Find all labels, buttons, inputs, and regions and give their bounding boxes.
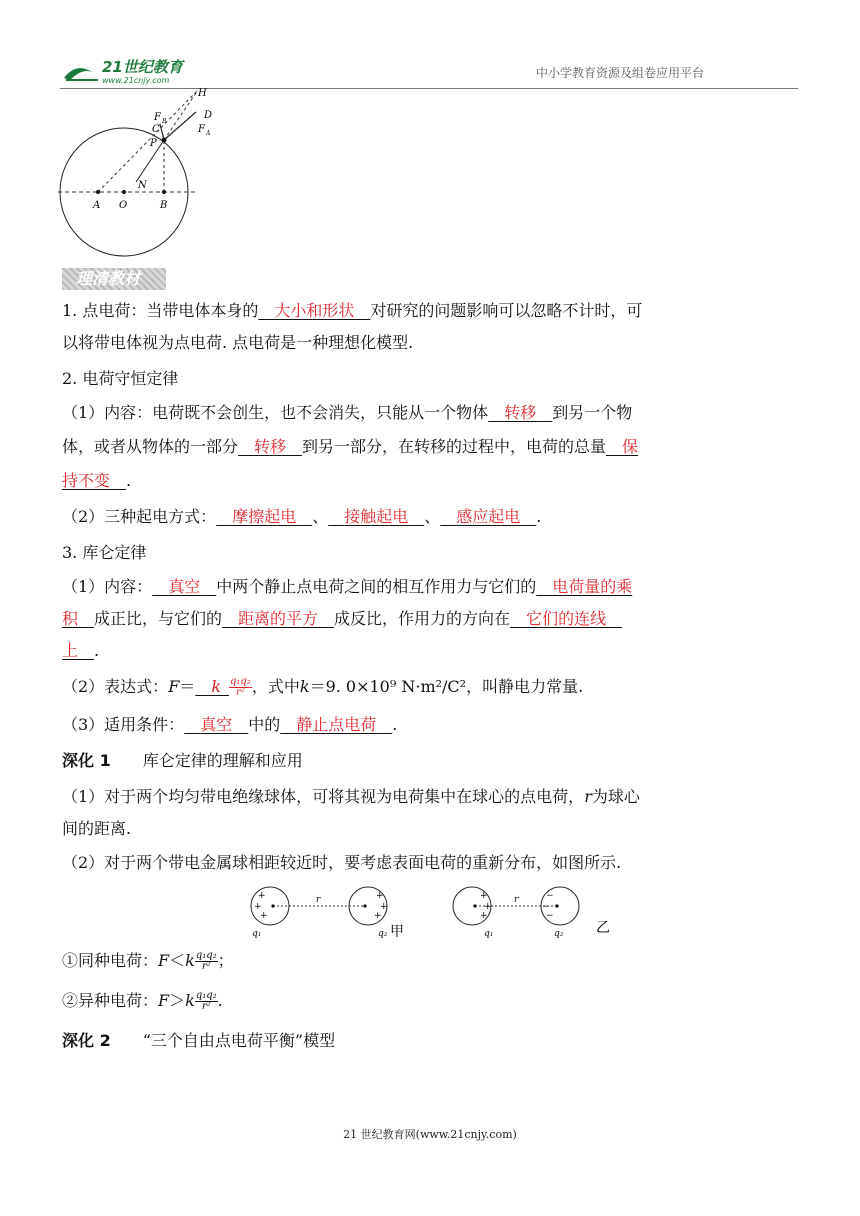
p3-title: 3. 库仑定律 bbox=[62, 543, 147, 562]
answer: 保 bbox=[622, 437, 639, 456]
text: ，式中 bbox=[251, 677, 300, 696]
label-A: A bbox=[93, 200, 101, 211]
fraction: $\frac{\text{q₁q₂}}{\text{r²}}$ bbox=[195, 950, 217, 972]
label-C: C bbox=[152, 124, 160, 135]
p2-line1 bbox=[62, 402, 632, 424]
logo-url: www.21cnjy.com bbox=[102, 76, 170, 85]
deep1-heading bbox=[62, 750, 303, 772]
svg-text:+: + bbox=[380, 902, 388, 912]
p2-line3 bbox=[62, 470, 131, 492]
label-N: N bbox=[138, 180, 147, 191]
platform-name: 中小学教育资源及组卷应用平台 bbox=[536, 66, 705, 80]
answer: 摩擦起电 bbox=[232, 507, 297, 526]
p3-line5 bbox=[62, 714, 397, 736]
answer: 接触起电 bbox=[344, 507, 409, 526]
label-F: F bbox=[154, 112, 161, 123]
label-P: P bbox=[150, 138, 157, 149]
p1-line2: 以将带电体视为点电荷. 点电荷是一种理想化模型. bbox=[62, 333, 414, 352]
deep1-line2: 间的距离. bbox=[62, 819, 132, 838]
text: 1. 点电荷：当带电体本身的 bbox=[62, 301, 259, 320]
fig-q1: q₁ bbox=[252, 929, 262, 939]
fig-jia: 甲 bbox=[390, 924, 404, 940]
answer: 积 bbox=[62, 609, 79, 628]
text: （1）内容： bbox=[62, 577, 153, 596]
heading-title: “三个自由点电荷平衡”模型 bbox=[142, 1031, 336, 1050]
svg-text:−: − bbox=[546, 911, 554, 921]
charge-distribution-figure bbox=[240, 880, 620, 940]
svg-text:+: + bbox=[480, 891, 488, 901]
svg-text:+: + bbox=[480, 911, 488, 921]
text: 到另一部分，在转移的过程中，电荷的总量 bbox=[302, 437, 607, 456]
label-O: O bbox=[119, 200, 128, 211]
p2-line2 bbox=[62, 436, 638, 458]
answer: 感应起电 bbox=[456, 507, 521, 526]
label-D: D bbox=[204, 110, 213, 121]
svg-text:+: + bbox=[376, 891, 384, 901]
text: （2）三种起电方式： bbox=[62, 507, 217, 526]
svg-text:+: + bbox=[258, 891, 266, 901]
text: 到另一个物 bbox=[552, 403, 633, 422]
deep1-line1: （1）对于两个均匀带电绝缘球体，可将其视为电荷集中在球心的点电荷，r为球心 bbox=[62, 787, 640, 806]
answer: 转移 bbox=[504, 403, 537, 422]
label-sub-A: A bbox=[206, 130, 211, 137]
p3-line4: （2）表达式：F＝ k $\frac{\text{q₁q₂}}{\text{r²}}$ ，式中k＝9. 0×10⁹ N·m²/C²，叫静电力常量. bbox=[62, 676, 584, 698]
footer: 21 世纪教育网(www.21cnjy.com) bbox=[343, 1128, 517, 1141]
fraction: $\frac{\text{q₁q₂}}{\text{r²}}$ bbox=[230, 676, 251, 698]
p1-line1 bbox=[62, 300, 642, 322]
fraction: $\frac{\text{q₁q₂}}{\text{r²}}$ bbox=[195, 990, 217, 1012]
svg-text:+: + bbox=[260, 911, 268, 921]
fig-r: r bbox=[316, 895, 321, 905]
text: . bbox=[392, 715, 398, 734]
heading-label: 深化 1 bbox=[62, 751, 111, 770]
p3-line2 bbox=[62, 608, 622, 630]
label-sub-B: B bbox=[162, 118, 167, 125]
logo-text: 21世纪教育 bbox=[102, 58, 183, 76]
fig-q2: q₂ bbox=[554, 929, 564, 939]
answer: 上 bbox=[62, 641, 79, 660]
deep1-line3: （2）对于两个带电金属球相距较近时，要考虑表面电荷的重新分布，如图所示. bbox=[62, 853, 622, 872]
answer: 真空 bbox=[200, 715, 233, 734]
svg-text:+: + bbox=[254, 902, 262, 912]
label-F: F bbox=[198, 124, 205, 135]
deep1-case2: ②异种电荷：F＞k $\frac{\text{q₁q₂}}{\text{r²}}$ . bbox=[62, 990, 223, 1012]
svg-text:−: − bbox=[546, 891, 554, 901]
text: 体，或者从物体的一部分 bbox=[62, 437, 239, 456]
text: . bbox=[126, 471, 132, 490]
answer: 持不变 bbox=[62, 471, 111, 490]
answer-formula: k $\frac{\text{q₁q₂}}{\text{r²}}$ bbox=[211, 676, 251, 698]
p2-title: 2. 电荷守恒定律 bbox=[62, 369, 179, 388]
section-tag: 理清教材 bbox=[62, 268, 166, 290]
p2-line4: （2）三种起电方式： 摩擦起电 、 接触起电 、 感应起电 . bbox=[62, 507, 542, 526]
p3-line1 bbox=[62, 576, 632, 598]
p3-line3 bbox=[62, 640, 99, 662]
text: 成反比，作用力的方向在 bbox=[334, 609, 511, 628]
heading-label: 深化 2 bbox=[62, 1031, 111, 1050]
text: . bbox=[94, 641, 100, 660]
fig-r: r bbox=[514, 895, 519, 905]
answer: 它们的连线 bbox=[526, 609, 607, 628]
text: 中两个静止点电荷之间的相互作用力与它们的 bbox=[216, 577, 537, 596]
svg-text:−: − bbox=[542, 902, 550, 912]
text: （1）内容：电荷既不会创生，也不会消失，只能从一个物体 bbox=[62, 403, 489, 422]
heading-title: 库仑定律的理解和应用 bbox=[142, 751, 303, 770]
text: （2）表达式： bbox=[62, 677, 169, 696]
answer: 静止点电荷 bbox=[296, 715, 377, 734]
answer: 大小和形状 bbox=[274, 301, 355, 320]
fig-q2: q₂ bbox=[378, 929, 388, 939]
text: ＝9. 0×10⁹ N·m²/C²，叫静电力常量. bbox=[309, 677, 584, 696]
physics-figure-circle bbox=[58, 82, 268, 260]
text: （3）适用条件： bbox=[62, 715, 185, 734]
text: 对研究的问题影响可以忽略不计时，可 bbox=[370, 301, 643, 320]
svg-text:+: + bbox=[484, 902, 492, 912]
answer: 距离的平方 bbox=[238, 609, 319, 628]
fig-q1: q₁ bbox=[484, 929, 494, 939]
answer: 真空 bbox=[168, 577, 201, 596]
answer: 电荷量的乘 bbox=[552, 577, 633, 596]
label-B: B bbox=[160, 200, 168, 211]
svg-text:+: + bbox=[374, 911, 382, 921]
fig-yi: 乙 bbox=[596, 920, 610, 936]
answer: 转移 bbox=[254, 437, 287, 456]
text: 中的 bbox=[248, 715, 281, 734]
text: 成正比，与它们的 bbox=[94, 609, 223, 628]
label-H: H bbox=[198, 88, 207, 99]
deep1-case1: ①同种电荷：F＜k $\frac{\text{q₁q₂}}{\text{r²}}$ ； bbox=[62, 950, 234, 972]
deep2-heading bbox=[62, 1030, 335, 1052]
